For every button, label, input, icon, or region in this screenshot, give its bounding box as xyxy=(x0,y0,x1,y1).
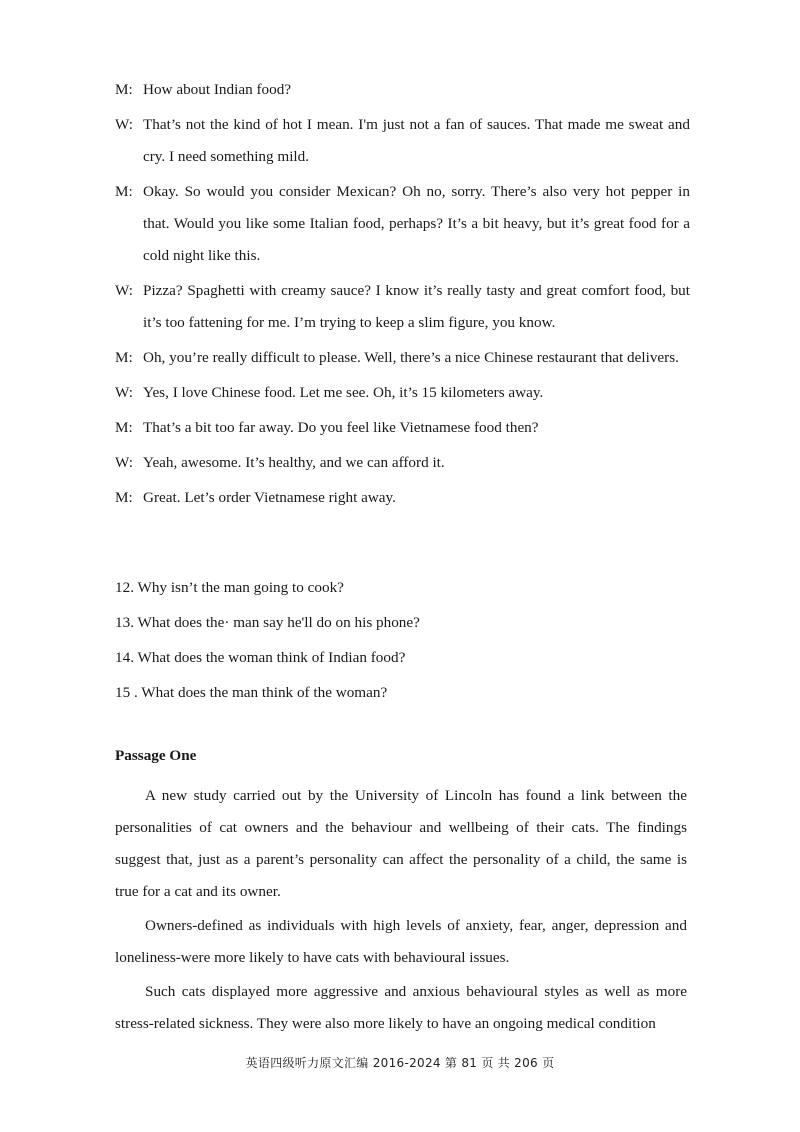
dialogue-text: Pizza? Spaghetti with creamy sauce? I know it’s really tasty and great comfort food, but it’s too fattening for me. I’m trying to keep a slim figure, you know. xyxy=(143,282,690,331)
passage-paragraph: A new study carried out by the University of Lincoln has found a link between the personalities of cat owners and the behaviour and wellbeing of their cats. The findings suggest that, just as a parent’s personality can affect the personality of a child, the same is true for a cat and its owner. xyxy=(115,787,687,900)
question-item: 13. What does the· man say he'll do on his phone? xyxy=(115,614,420,631)
dialogue-text: Great. Let’s order Vietnamese right away. xyxy=(143,489,396,506)
passage-paragraph: Owners-defined as individuals with high levels of anxiety, fear, anger, depression and loneliness-were more likely to have cats with behavioural issues. xyxy=(115,917,687,966)
dialogue-text: That’s a bit too far away. Do you feel like Vietnamese food then? xyxy=(143,419,539,436)
dialogue-line xyxy=(115,275,690,339)
passage-heading: Passage One xyxy=(115,747,197,764)
dialogue-line xyxy=(115,74,690,106)
dialogue-text: Yes, I love Chinese food. Let me see. Oh, it’s 15 kilometers away. xyxy=(143,384,544,401)
dialogue-line xyxy=(115,342,690,374)
dialogue-line xyxy=(115,482,690,514)
dialogue-text: Okay. So would you consider Mexican? Oh no, sorry. There’s also very hot pepper in that. Would you like some Italian food, perhaps? It’s a bit heavy, but it’s great food for a cold night like this. xyxy=(143,183,690,264)
question-item: 14. What does the woman think of Indian food? xyxy=(115,649,406,666)
dialogue-line xyxy=(115,109,690,173)
dialogue-text: Oh, you’re really difficult to please. Well, there’s a nice Chinese restaurant that delivers. xyxy=(143,349,679,366)
speaker-label: M: xyxy=(115,419,133,436)
speaker-label: M: xyxy=(115,349,133,366)
page-footer: 英语四级听力原文汇编 2016-2024 第 81 页 共 206 页 xyxy=(245,1056,555,1070)
passage-paragraph: Such cats displayed more aggressive and anxious behavioural styles as well as more stress-related sickness. They were also more likely to have an ongoing medical condition xyxy=(115,983,687,1032)
question-item: 12. Why isn’t the man going to cook? xyxy=(115,579,344,596)
dialogue-text: That’s not the kind of hot I mean. I'm just not a fan of sauces. That made me sweat and cry. I need something mild. xyxy=(143,116,690,165)
dialogue-line xyxy=(115,412,690,444)
speaker-label: M: xyxy=(115,489,133,506)
speaker-label: M: xyxy=(115,183,133,200)
dialogue-text: How about Indian food? xyxy=(143,81,292,98)
dialogue-text: Yeah, awesome. It’s healthy, and we can afford it. xyxy=(143,454,445,471)
speaker-label: W: xyxy=(115,282,133,299)
speaker-label: W: xyxy=(115,454,133,471)
dialogue-line xyxy=(115,377,690,409)
dialogue-line xyxy=(115,176,690,272)
question-item: 15 . What does the man think of the woman? xyxy=(115,684,388,701)
question-list xyxy=(115,572,690,712)
passage-body xyxy=(115,780,687,1042)
dialogue-transcript xyxy=(115,74,690,517)
speaker-label: W: xyxy=(115,116,133,133)
speaker-label: W: xyxy=(115,384,133,401)
dialogue-line xyxy=(115,447,690,479)
speaker-label: M: xyxy=(115,81,133,98)
